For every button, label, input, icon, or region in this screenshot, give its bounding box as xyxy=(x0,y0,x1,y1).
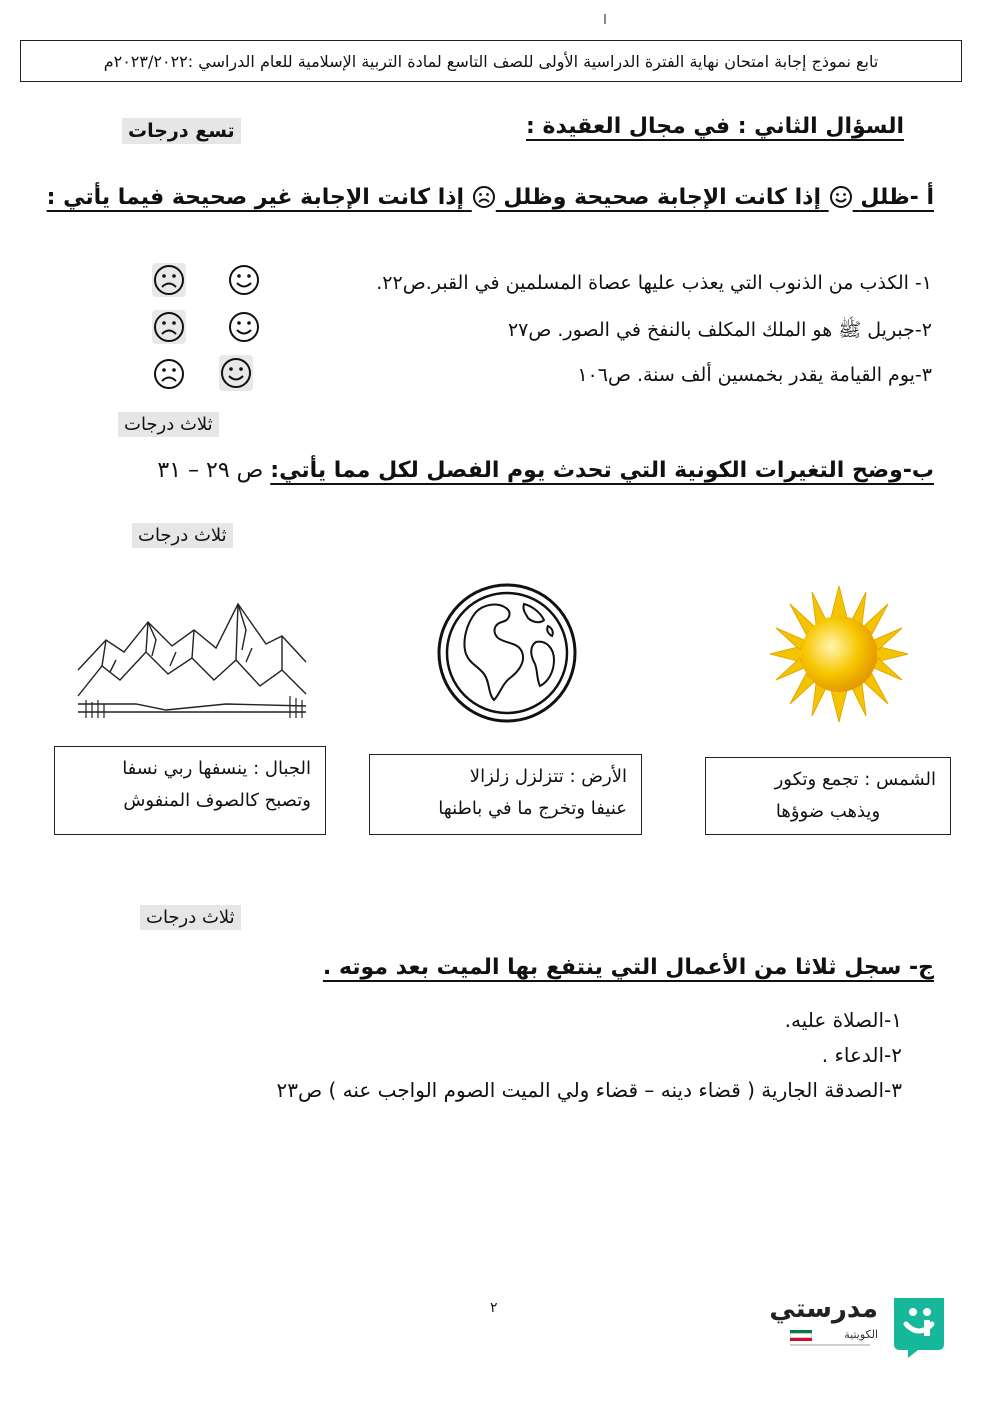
brand-logo xyxy=(769,1292,950,1362)
smiley-icon xyxy=(829,185,853,209)
tf-item-1: ١- الكذب من الذنوب التي يعذب عليها عصاة المسلمين في القبر.ص٢٢. xyxy=(376,272,932,294)
sun-image xyxy=(764,580,914,728)
page-number: ٢ xyxy=(490,1300,498,1316)
scan-mark xyxy=(604,14,606,24)
kuwait-flag-icon xyxy=(790,1330,812,1340)
frown-option-2-selected[interactable] xyxy=(152,310,186,344)
brand-mark-icon xyxy=(888,1292,950,1358)
earth-globe-image xyxy=(436,582,578,724)
part-b-heading xyxy=(157,458,934,483)
earth-answer-line-2: عنيفا وتخرج ما في باطنها xyxy=(438,798,627,819)
instr-part-2: إذا كانت الإجابة صحيحة وظلل xyxy=(503,185,821,210)
frown-icon xyxy=(472,185,496,209)
mountains-answer-card xyxy=(54,746,326,835)
smiley-option-2[interactable] xyxy=(227,310,261,344)
smiley-option-1[interactable] xyxy=(227,263,261,297)
mountains-answer-line-2: وتصبح كالصوف المنفوش xyxy=(123,790,311,811)
earth-answer-line-1: الأرض : تتزلزل زلزالا xyxy=(469,766,627,787)
mountains-image xyxy=(76,600,308,724)
mountains-answer-line-1: الجبال : ينسفها ربي نسفا xyxy=(122,758,311,779)
smiley-option-3-selected[interactable] xyxy=(219,355,253,391)
part-b-title: ب-وضح التغيرات الكونية التي تحدث يوم الفصل لكل مما يأتي: xyxy=(270,458,934,483)
part-b-ref: ص ٢٩ – ٣١ xyxy=(157,458,271,483)
part-c-item-3: ٣-الصدقة الجارية ( قضاء دينه – قضاء ولي الميت الصوم الواجب عنه ) ص٢٣ xyxy=(276,1078,902,1102)
part-a-marks: ثلاث درجات xyxy=(118,412,219,437)
part-a-instruction xyxy=(47,185,934,210)
frown-option-1-selected[interactable] xyxy=(152,263,186,297)
part-c-item-1: ١-الصلاة عليه. xyxy=(784,1008,902,1032)
tf-item-3: ٣-يوم القيامة يقدر بخمسين ألف سنة. ص١٠٦ xyxy=(577,364,932,386)
earth-answer-card xyxy=(369,754,642,835)
brand-sub: الكويتية xyxy=(844,1328,878,1341)
frown-option-3[interactable] xyxy=(152,357,186,391)
instr-part-1: أ -ظلل xyxy=(860,185,934,210)
header-box xyxy=(20,40,962,82)
sun-answer-card xyxy=(705,757,951,835)
question-marks: تسع درجات xyxy=(122,118,241,144)
brand-underline xyxy=(790,1344,870,1346)
sun-answer-line-2: ويذهب ضوؤها xyxy=(775,801,881,822)
part-c-marks: ثلاث درجات xyxy=(140,905,241,930)
header-title: تابع نموذج إجابة امتحان نهاية الفترة الدراسية الأولى للصف التاسع لمادة التربية الإسلامية للعام الدراسي :٢٠٢٣/٢٠٢٢م xyxy=(103,51,879,71)
part-c-item-2: ٢-الدعاء . xyxy=(821,1043,902,1067)
tf-item-2: ٢-جبريل ﷺ هو الملك المكلف بالنفخ في الصور. ص٢٧ xyxy=(507,319,932,341)
part-b-marks: ثلاث درجات xyxy=(132,523,233,548)
part-c-title: ج- سجل ثلاثا من الأعمال التي ينتفع بها الميت بعد موته . xyxy=(322,955,934,980)
question-title: السؤال الثاني : في مجال العقيدة : xyxy=(526,114,904,139)
brand-name: مدرستي xyxy=(769,1294,878,1324)
sun-answer-line-1: الشمس : تجمع وتكور xyxy=(774,769,936,790)
instr-part-3: إذا كانت الإجابة غير صحيحة فيما يأتي : xyxy=(46,185,465,210)
